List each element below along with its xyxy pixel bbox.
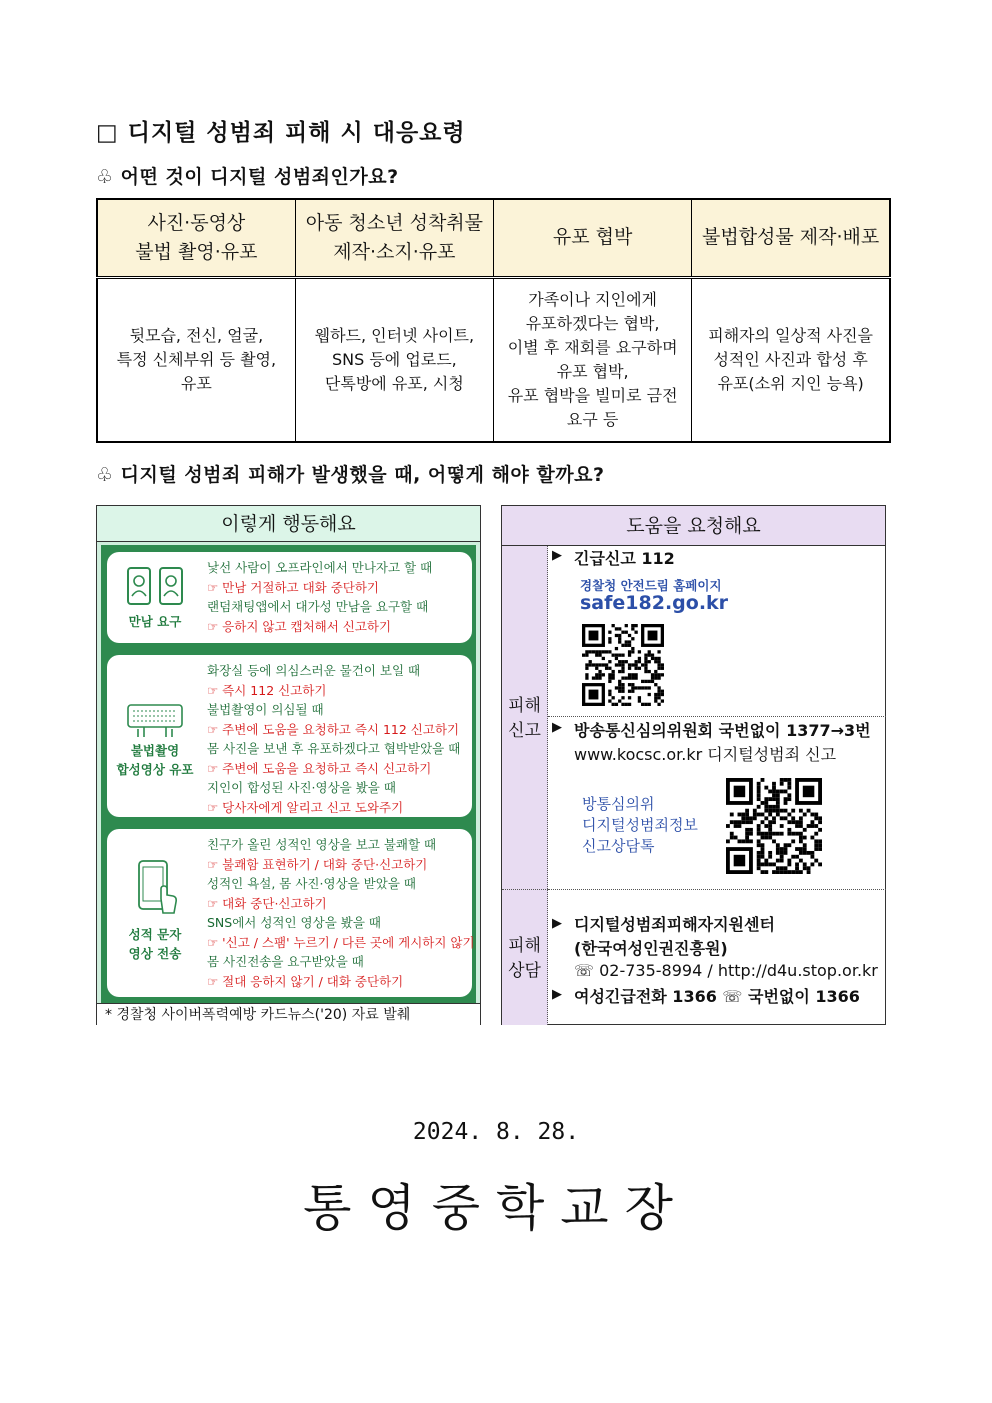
action-text: ☞ 즉시 112 신고하기 bbox=[207, 682, 327, 698]
action-text: ☞ 당사자에게 알리고 신고 도와주기 bbox=[207, 799, 404, 815]
divider bbox=[548, 889, 886, 890]
table-header-cell: 유포 협박 bbox=[494, 199, 692, 277]
table-cell: 뒷모습, 전신, 얼굴, 특정 신체부위 등 촬영, 유포 bbox=[97, 277, 295, 442]
emergency-number: 긴급신고 112 bbox=[574, 549, 675, 568]
table-cell: 가족이나 지인에게 유포하겠다는 협박, 이별 후 재회를 요구하며 유포 협박, 유포 협박을 빌미로 금전 요구 등 bbox=[494, 277, 692, 442]
kcsc-talk-label: 방통심의위 디지털성범죄정보 신고상담톡 bbox=[582, 795, 698, 855]
divider bbox=[548, 716, 886, 717]
action-text: ☞ 대화 중단·신고하기 bbox=[207, 895, 327, 911]
action-text: ☞ 주변에 도움을 요청하고 즉시 112 신고하기 bbox=[207, 721, 460, 737]
action-cards bbox=[101, 545, 476, 1003]
situation-text: SNS에서 성적인 영상을 봤을 때 bbox=[207, 915, 381, 930]
bullet-triangle-icon: ▶ bbox=[552, 548, 562, 563]
women-hotline: 여성긴급전화 1366 ☏ 국번없이 1366 bbox=[574, 987, 860, 1006]
table-header-cell: 불법합성물 제작·배포 bbox=[692, 199, 890, 277]
kcsc-hotline: 방송통신심의위원회 국번없이 1377→3번 bbox=[574, 721, 871, 740]
card-lines bbox=[207, 661, 469, 817]
support-center-org: (한국여성인권진흥원) bbox=[574, 939, 728, 958]
action-text: ☞ 주변에 도움을 요청하고 즉시 신고하기 bbox=[207, 760, 432, 776]
table-header-cell: 아동 청소년 성착취물 제작·소지·유포 bbox=[295, 199, 493, 277]
document-date: 2024. 8. 28. bbox=[412, 1119, 580, 1145]
crime-type-table bbox=[96, 198, 891, 443]
situation-text: 랜덤채팅앱에서 대가성 만남을 요구할 때 bbox=[207, 599, 429, 614]
action-text: ☞ '신고 / 스팸' 누르기 / 다른 곳에 게시하지 않기 bbox=[207, 934, 475, 950]
help-panel-title: 도움을 요청해요 bbox=[502, 506, 885, 546]
situation-text: 낯선 사람이 오프라인에서 만나자고 할 때 bbox=[207, 560, 433, 575]
table-header-row bbox=[97, 199, 890, 277]
situation-text: 화장실 등에 의심스러운 물건이 보일 때 bbox=[207, 663, 421, 678]
action-text: ☞ 불쾌함 표현하기 / 대화 중단·신고하기 bbox=[207, 856, 428, 872]
video-call-icon bbox=[107, 564, 203, 616]
table-header-cell: 사진·동영상 불법 촬영·유포 bbox=[97, 199, 295, 277]
card-lines bbox=[207, 835, 475, 991]
table-cell: 웹하드, 인터넷 사이트, SNS 등에 업로드, 단톡방에 유포, 시청 bbox=[295, 277, 493, 442]
qr-code-icon bbox=[582, 624, 664, 706]
signatory: 통영중학교장 bbox=[303, 1179, 689, 1237]
card-lines bbox=[207, 558, 469, 636]
report-section-label: 피해 신고 bbox=[502, 546, 548, 889]
card-label: 불법촬영 합성영상 유포 bbox=[116, 743, 194, 777]
police-site-link[interactable]: safe182.go.kr bbox=[580, 592, 729, 614]
bullet-triangle-icon: ▶ bbox=[552, 720, 562, 735]
section-heading-how: ♧ 디지털 성범죄 피해가 발생했을 때, 어떻게 해야 할까요? bbox=[96, 464, 605, 486]
support-center-contact: ☏ 02-735-8994 / http://d4u.stop.or.kr bbox=[574, 961, 878, 980]
action-panel-title: 이렇게 행동해요 bbox=[97, 506, 480, 542]
police-site-label: 경찰청 안전드림 홈페이지 bbox=[580, 578, 722, 593]
footnote: * 경찰청 사이버폭력예방 카드뉴스('20) 자료 발췌 bbox=[97, 1003, 480, 1025]
qr-code-icon bbox=[726, 778, 822, 874]
card-label: 만남 요구 bbox=[128, 614, 182, 629]
action-text: ☞ 만남 거절하고 대화 중단하기 bbox=[207, 579, 380, 595]
section-heading-what: ♧ 어떤 것이 디지털 성범죄인가요? bbox=[96, 166, 399, 188]
situation-text: 몸 사진전송을 요구받았을 때 bbox=[207, 954, 364, 969]
kcsc-website[interactable]: www.kocsc.or.kr 디지털성범죄 신고 bbox=[574, 745, 837, 764]
situation-text: 불법촬영이 의심될 때 bbox=[207, 702, 324, 717]
bullet-triangle-icon: ▶ bbox=[552, 987, 562, 1002]
help-panel bbox=[501, 505, 886, 1025]
smartphone-icon bbox=[107, 859, 203, 923]
action-panel bbox=[96, 505, 481, 1025]
keyboard-icon bbox=[107, 699, 203, 743]
action-text: ☞ 절대 응하지 않기 / 대화 중단하기 bbox=[207, 973, 404, 989]
situation-text: 몸 사진을 보낸 후 유포하겠다고 협박받았을 때 bbox=[207, 741, 461, 756]
action-card bbox=[107, 552, 472, 643]
page-title: □ 디지털 성범죄 피해 시 대응요령 bbox=[96, 120, 466, 146]
table-row bbox=[97, 277, 890, 442]
card-label: 성적 문자 영상 전송 bbox=[128, 927, 182, 961]
action-text: ☞ 응하지 않고 캡처해서 신고하기 bbox=[207, 618, 392, 634]
support-center-name: 디지털성범죄피해자지원센터 bbox=[574, 915, 775, 934]
consult-section-label: 피해 상담 bbox=[502, 889, 548, 1025]
bullet-triangle-icon: ▶ bbox=[552, 916, 562, 931]
action-card bbox=[107, 829, 475, 997]
situation-text: 성적인 욕설, 몸 사진·영상을 받았을 때 bbox=[207, 876, 416, 891]
situation-text: 친구가 올린 성적인 영상을 보고 불쾌할 때 bbox=[207, 837, 437, 852]
action-card bbox=[107, 655, 472, 817]
table-cell: 피해자의 일상적 사진을 성적인 사진과 합성 후 유포(소위 지인 능욕) bbox=[692, 277, 890, 442]
situation-text: 지인이 합성된 사진·영상을 봤을 때 bbox=[207, 780, 396, 795]
